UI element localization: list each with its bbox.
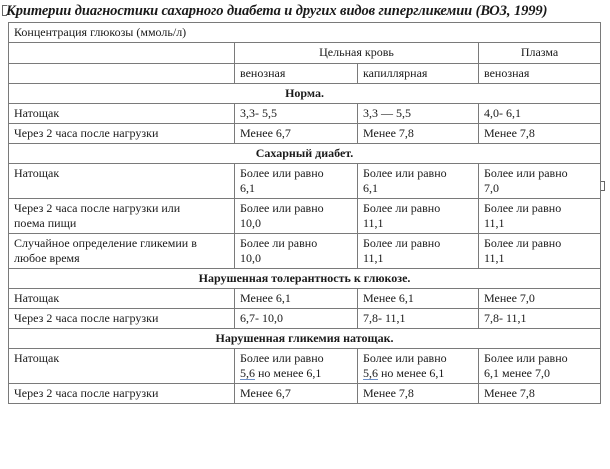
label-line: Случайное определение гликемии в [14,236,197,250]
value-cell: Менее 7,8 [358,124,479,144]
venous-plasma-header: венозная [479,64,601,84]
value-line: Более ли равно [240,236,318,250]
value-cell: 7,8- 11,1 [479,309,601,329]
header-row [9,23,601,43]
section-header [9,329,601,349]
table-row [9,104,601,124]
criteria-table [8,22,601,404]
value-cell [235,164,358,199]
value-cell: Менее 6,7 [235,124,358,144]
value-cell [358,164,479,199]
value-line: но менее 6,1 [378,366,445,380]
label-line: поема пищи [14,216,77,230]
value-number: 5,6 [240,366,255,380]
table-row [9,124,601,144]
value-cell: 4,0- 6,1 [479,104,601,124]
header-row [9,43,601,64]
value-cell: 6,7- 10,0 [235,309,358,329]
value-line: 6,1 менее 7,0 [484,366,550,380]
section-title: Нарушенная гликемия натощак. [9,329,601,349]
row-label: Натощак [9,349,235,384]
value-cell: 3,3- 5,5 [235,104,358,124]
value-line: Более ли равно [484,201,562,215]
row-label: Натощак [9,104,235,124]
row-label: Через 2 часа после нагрузки [9,124,235,144]
page-title: Критерии диагностики сахарного диабета и других видов гипергликемии (ВОЗ, 1999) [6,3,548,19]
value-line: Более ли равно [363,201,441,215]
header-row [9,64,601,84]
value-cell [479,349,601,384]
table-row [9,289,601,309]
value-line: Более или равно [240,351,324,365]
value-line: Более или равно [240,201,324,215]
plasma-header: Плазма [479,43,601,64]
table-row [9,384,601,404]
value-line: 10,0 [240,216,261,230]
value-cell [358,349,479,384]
value-number: 5,6 [363,366,378,380]
table-row [9,309,601,329]
value-line: 6,1 [240,181,255,195]
label-line: Через 2 часа после нагрузки или [14,201,181,215]
value-line: 7,0 [484,181,499,195]
value-line: 6,1 [363,181,378,195]
row-label: Через 2 часа после нагрузки [9,309,235,329]
value-line: 10,0 [240,251,261,265]
label-line: любое время [14,251,80,265]
empty-cell [9,43,235,64]
value-line: Более или равно [484,166,568,180]
value-cell: Менее 7,0 [479,289,601,309]
value-line: 11,1 [363,216,384,230]
row-label [9,234,235,269]
value-cell [235,349,358,384]
value-line: 11,1 [484,251,505,265]
row-label [9,199,235,234]
value-cell: Менее 7,8 [479,124,601,144]
value-cell: 7,8- 11,1 [358,309,479,329]
capillary-header: капиллярная [358,64,479,84]
section-title: Норма. [9,84,601,104]
value-cell: 3,3 — 5,5 [358,104,479,124]
value-line: Более ли равно [363,236,441,250]
value-line: 11,1 [363,251,384,265]
value-cell [479,234,601,269]
value-cell [358,199,479,234]
value-line: Более или равно [484,351,568,365]
row-label: Натощак [9,289,235,309]
value-cell: Менее 6,1 [235,289,358,309]
section-header [9,269,601,289]
value-line: Более ли равно [484,236,562,250]
table-row [9,199,601,234]
value-cell [479,164,601,199]
section-title: Сахарный диабет. [9,144,601,164]
value-cell [358,234,479,269]
value-line: Более или равно [363,166,447,180]
table-row [9,234,601,269]
section-title: Нарушенная толерантность к глюкозе. [9,269,601,289]
value-line: Более или равно [363,351,447,365]
row-label: Натощак [9,164,235,199]
section-header [9,144,601,164]
value-line: но менее 6,1 [255,366,322,380]
value-cell: Менее 6,7 [235,384,358,404]
whole-blood-header: Цельная кровь [235,43,479,64]
concentration-header: Концентрация глюкозы (ммоль/л) [9,23,601,43]
value-cell [235,199,358,234]
section-header [9,84,601,104]
table-row [9,349,601,384]
value-cell [235,234,358,269]
table-row [9,164,601,199]
value-cell: Менее 7,8 [358,384,479,404]
value-cell [479,199,601,234]
value-cell: Менее 6,1 [358,289,479,309]
row-label: Через 2 часа после нагрузки [9,384,235,404]
value-cell: Менее 7,8 [479,384,601,404]
empty-cell [9,64,235,84]
venous-header: венозная [235,64,358,84]
value-line: Более или равно [240,166,324,180]
value-line: 11,1 [484,216,505,230]
